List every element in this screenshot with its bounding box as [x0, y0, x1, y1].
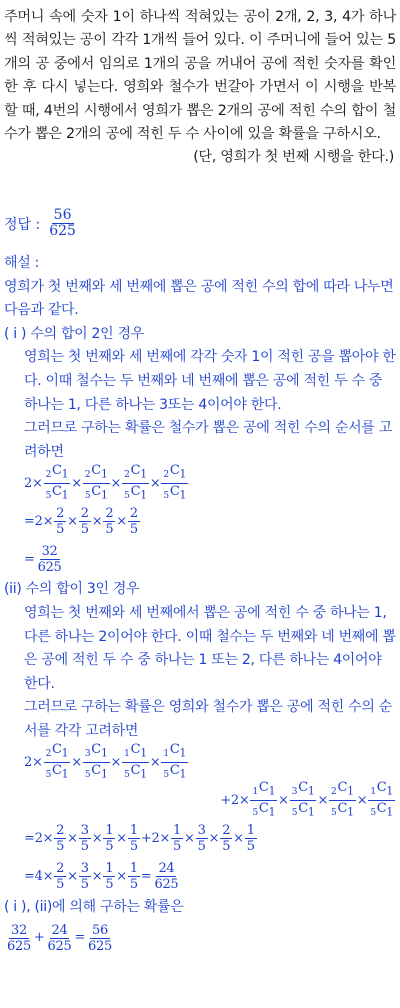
- answer-label: 정답 :: [4, 216, 41, 233]
- final-a-num: 32: [10, 922, 27, 938]
- answer: [4, 208, 79, 239]
- final-c-num: 56: [92, 922, 108, 938]
- conclusion: ( i ), (ii)에 의해 구하는 확률은: [4, 898, 184, 915]
- problem-body: 주머니 속에 숫자 1이 하나씩 적혀있는 공이 2개, 2, 3, 4가 하나씩 적혀있는 공이 각각 1개씩 들어 있다. 이 주머니에 들어 있는 5개의 공 중에서 임의로 1개의 공을 꺼내어 공에 적힌 숫자를 확인한 후 다시 넣는다. 영희와 철수가 번갈아 가면서 이 시행을 반복할 때, 4번의 시행에서 영희가 뽑은 2개의 공에 적힌 수의 합이 철수가 뽑은 2개의 공에 적힌 두 수 사이에 있을 확률을 구하시오.: [4, 9, 396, 143]
- solution: [4, 252, 396, 957]
- case1-title: ( i ) 수의 합이 2인 경우: [4, 325, 144, 342]
- solution-intro: 영희가 첫 번째와 세 번째에 뽑은 공에 적힌 수의 합에 따라 나누면 다음과 같다.: [4, 278, 394, 319]
- answer-numerator: 56: [53, 207, 72, 223]
- solution-label: 해설 :: [4, 255, 40, 271]
- case1-eq2: =2× $\frac{2}{5}$ × $\frac{2}{5}$ × $\frac{2}{5}$ × $\frac{2}{5}$: [24, 505, 138, 537]
- case2-eq2: =2× $\frac{2}{5}$ × $\frac{3}{5}$ × $\frac{1}{5}$ × $\frac{1}{5}$ +2× $\frac{1}{5}$ × $\frac{3}{5}$ × $\frac{2}{5}$ × $\frac{1}{5}$: [24, 823, 255, 854]
- case1-result-num: 32: [41, 543, 58, 559]
- case2-result-num: 24: [158, 861, 175, 876]
- case2-eq1: 2× $\frac{_2C_1}{_5C_1}$ × $\frac{_3C_1}{_5C_1}$ × $\frac{_1C_1}{_5C_1}$ × $\frac{_1C_1}{_5C_1}$: [24, 742, 187, 781]
- case1-text2: 그러므로 구하는 확률은 철수가 뽑은 공에 적힌 수의 순서를 고려하면: [24, 420, 392, 460]
- case2-result-den: 625: [154, 877, 179, 892]
- final-b-den: 625: [47, 938, 72, 954]
- case2-eq1b: +2× $\frac{_1C_1}{_5C_1}$ × $\frac{_3C_1}{_5C_1}$ × $\frac{_2C_1}{_5C_1}$ × $\frac{_1C_1}{_5C_1}$: [220, 780, 393, 819]
- problem-note: (단, 영희가 첫 번째 시행을 한다.): [193, 149, 394, 166]
- case2-text2: 그러므로 구하는 확률은 영희와 철수가 뽑은 공에 적힌 수의 순서를 각각 고려하면: [24, 699, 392, 739]
- problem-text: [4, 6, 396, 170]
- answer-fraction: [47, 208, 78, 239]
- final-eq: $\frac{32}{625}$ + $\frac{24}{625}$ = $\frac{56}{625}$: [7, 922, 112, 954]
- answer-denominator: 625: [49, 223, 76, 239]
- case2-title: (ii) 수의 합이 3인 경우: [4, 581, 140, 598]
- case1-result-den: 625: [37, 559, 62, 575]
- case2-eq3: =4× $\frac{2}{5}$ × $\frac{3}{5}$ × $\frac{1}{5}$ × $\frac{1}{5}$ = $\frac{24}{625}$: [24, 861, 179, 892]
- final-a-den: 625: [7, 938, 31, 954]
- case1-eq3: = $\frac{32}{625}$: [24, 543, 62, 575]
- final-b-num: 24: [51, 922, 68, 938]
- case1-text1: 영희는 첫 번째와 세 번째에 각각 숫자 1이 적힌 공을 뽑아야 한다. 이때 철수는 두 번째와 네 번째에 뽑은 공에 적힌 두 수 중 하나는 1, 다른 하나는 3또는 4이어야 한다.: [24, 349, 396, 413]
- case2-text1: 영희는 첫 번째와 세 번째에서 뽑은 공에 적힌 수 중 하나는 1, 다른 하나는 2이어야 한다. 이때 철수는 두 번째와 네 번째에 뽑은 공에 적힌 두 수 중 하나는 1 또는 2, 다른 하나는 4이어야 한다.: [24, 604, 396, 692]
- final-c-den: 625: [88, 938, 112, 954]
- case1-eq1: 2× $\frac{_2C_1}{_5C_1}$ × $\frac{_2C_1}{_5C_1}$ × $\frac{_2C_1}{_5C_1}$ × $\frac{_2C_1}{_5C_1}$: [24, 462, 187, 502]
